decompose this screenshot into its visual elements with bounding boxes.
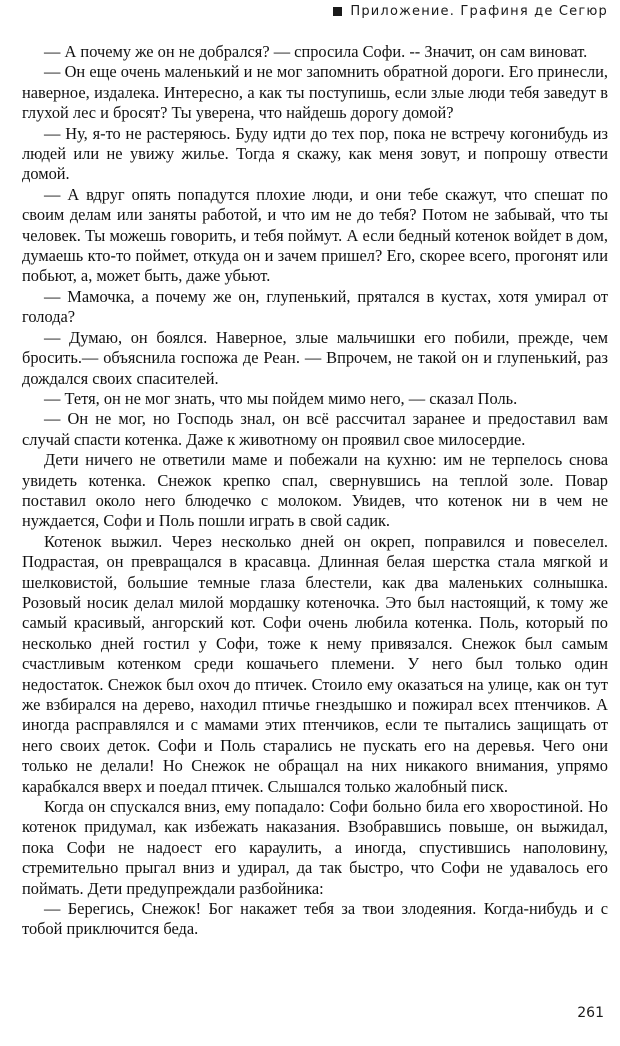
paragraph: Дети ничего не ответили маме и побежали на кухню: им не терпелось снова увидеть котенка. Снежок крепко спал, свернувшись на теплой золе. Повар поставил около него блюдечко с молоком. Увидев, что котенок ни в чем не нуждается, Софи и Поль пошли играть в свой садик. xyxy=(22,450,608,531)
paragraph: Котенок выжил. Через несколько дней он окреп, поправился и повеселел. Подрастая, он превращался в красавца. Длинная белая шерстка стала мягкой и шелковистой, большие темные глаза блестели, как два маленьких солнышка. Розовый носик делал милой мордашку котеночка. Это был настоящий, к тому же самый красивый, ангорский кот. Софи очень любила котенка. Поль, который по несколько дней гостил у Софи, тоже к нему привязался. Снежок был самым счастливым котенком среди кошачьего племени. У него был только один недостаток. Снежок был охоч до птичек. Стоило ему оказаться на улице, как он тут же взбирался на дерево, находил птичье гнездышко и пожирал всех птенчиков. А иногда расправлялся и с мамами этих птенчиков, если те пытались защищать от него своих деток. Софи и Поль старались не пускать его на деревья. Чего они только не делали! Но Снежок не обращал на них никакого внимания, упрямо карабкался вверх и поедал птичек. Слышался только жалобный писк. xyxy=(22,531,608,796)
paragraph: — Он еще очень маленький и не мог запомнить обратной дороги. Его принесли, наверное, издалека. Интересно, а как ты поступишь, если злые люди тебя заведут в глухой лес и бросят? Ты уверена, что найдешь дорогу домой? xyxy=(22,62,608,123)
paragraph: — Думаю, он боялся. Наверное, злые мальчишки его побили, прежде, чем бросить.— объяснила госпожа де Реан. — Впрочем, не такой он и глупенький, раз дождался своих спасителей. xyxy=(22,327,608,388)
page-number: 261 xyxy=(577,1005,604,1021)
paragraph: — Тетя, он не мог знать, что мы пойдем мимо него, — сказал Поль. xyxy=(44,388,518,408)
running-title: Приложение. Графиня де Сегюр xyxy=(350,4,608,19)
paragraph: — Он не мог, но Господь знал, он всё рассчитал заранее и предоставил вам случай спасти котенка. Даже к животному он проявил свое милосердие. xyxy=(22,409,608,449)
paragraph: — А почему же он не добрался? — спросила Софи. -- Значит, он сам виноват. xyxy=(44,42,588,61)
running-head xyxy=(333,4,608,19)
paragraph: Когда он спускался вниз, ему попадало: Софи больно била его хворостиной. Но котенок придумал, как избежать наказания. Взобравшись повыше, он выжидал, пока Софи не надоест его караулить, а иногда, спустившись наполовину, стремительно прыгал вниз и удирал, да так быстро, что Софи не удавалось его поймать. Дети предупреждали разбойника: xyxy=(22,797,608,898)
paragraph: — А вдруг опять попадутся плохие люди, и они тебе скажут, что спешат по своим делам или заняты работой, и что им не до тебя? Потом не забывай, что ты человек. Ты можешь говорить, и тебя поймут. А если бедный котенок войдет в дом, думаешь кто-то поймет, откуда он и зачем пришел? Его, скорее всего, прогонят или побьют, а, может быть, даже убьют. xyxy=(22,184,608,286)
square-bullet-icon xyxy=(333,7,342,16)
body-text xyxy=(22,42,608,940)
paragraph: — Мамочка, а почему же он, глупенький, прятался в кустах, хотя умирал от голода? xyxy=(22,286,608,327)
paragraph: — Берегись, Снежок! Бог накажет тебя за твои злодеяния. Когда-нибудь и с тобой приключится беда. xyxy=(22,899,608,939)
paragraph: — Ну, я-то не растеряюсь. Буду идти до тех пор, пока не встречу когонибудь из людей или не увижу жилье. Тогда я скажу, как меня зовут, и попрошу отвести домой. xyxy=(22,123,608,184)
